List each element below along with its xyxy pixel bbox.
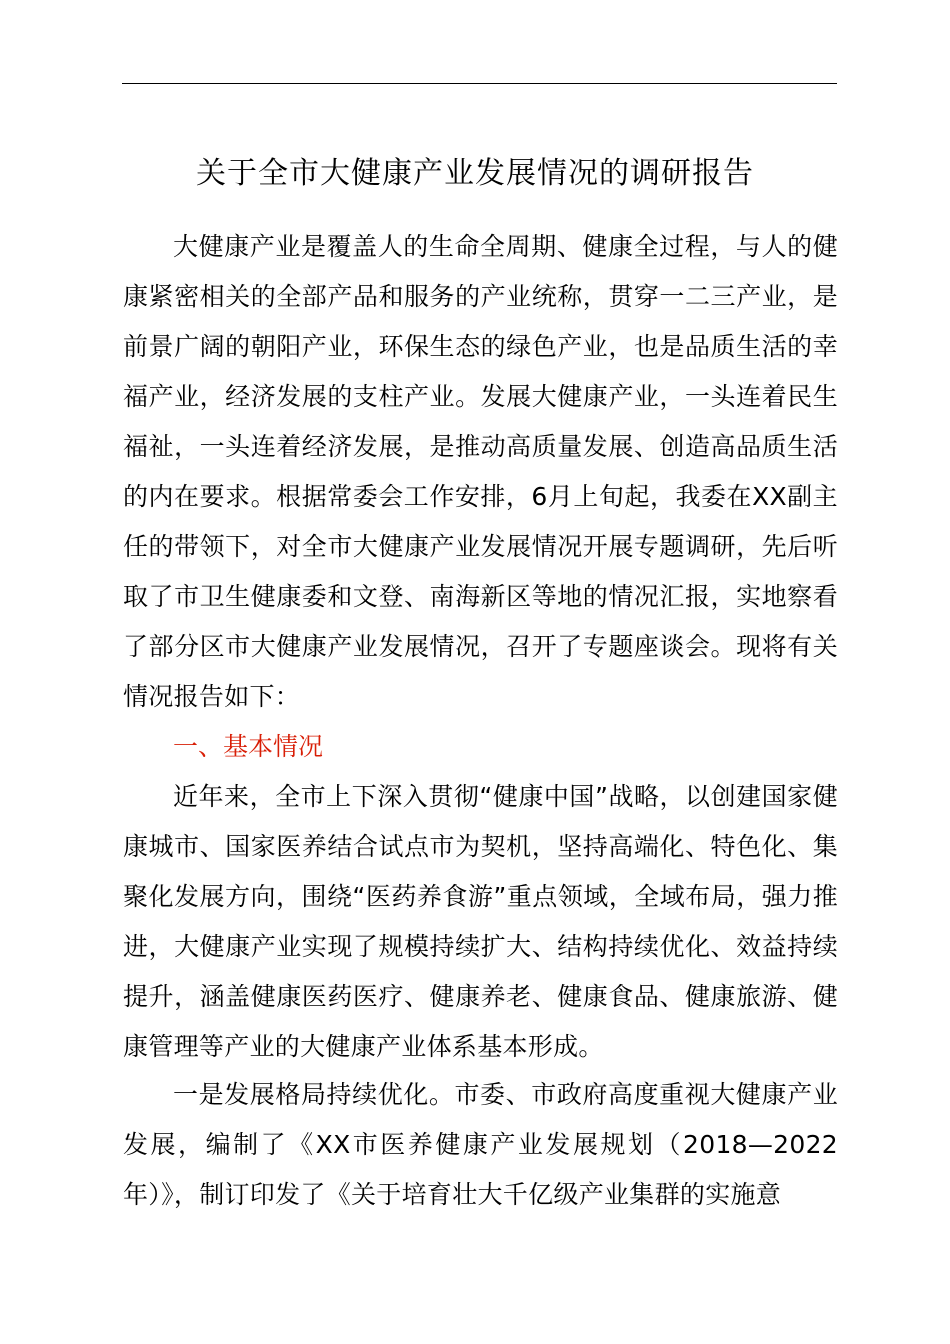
document-title: 关于全市大健康产业发展情况的调研报告 — [196, 156, 754, 191]
paragraph-basic-situation: 近年来，全市上下深入贯彻“健康中国”战略，以创建国家健康城市、国家医养结合试点市为契机，坚持高端化、特色化、集聚化发展方向，围绕“医药养食游”重点领域，全域布局，强力推进，大健康产业实现了规模持续扩大、结构持续优化、效益持续提升，涵盖健康医药医疗、健康养老、健康食品、健康旅游、健康管理等产业的大健康产业体系基本形成。 — [123, 782, 838, 1061]
paragraph-development-pattern: 一是发展格局持续优化。市委、市政府高度重视大健康产业发展，编制了《XX市医养健康产业发展规划（2018—2022年）》，制订印发了《关于培育壮大千亿级产业集群的实施意 — [123, 1080, 838, 1209]
section-heading-basic-situation: 一、基本情况 — [173, 732, 324, 761]
header-rule — [122, 83, 837, 84]
paragraph-intro: 大健康产业是覆盖人的生命全周期、健康全过程，与人的健康紧密相关的全部产品和服务的产业统称，贯穿一二三产业，是前景广阔的朝阳产业，环保生态的绿色产业，也是品质生活的幸福产业，经济发展的支柱产业。发展大健康产业，一头连着民生福祉，一头连着经济发展，是推动高质量发展、创造高品质生活的内在要求。根据常委会工作安排，6月上旬起，我委在XX副主任的带领下，对全市大健康产业发展情况开展专题调研，先后听取了市卫生健康委和文登、南海新区等地的情况汇报，实地察看了部分区市大健康产业发展情况，召开了专题座谈会。现将有关情况报告如下： — [123, 232, 838, 711]
